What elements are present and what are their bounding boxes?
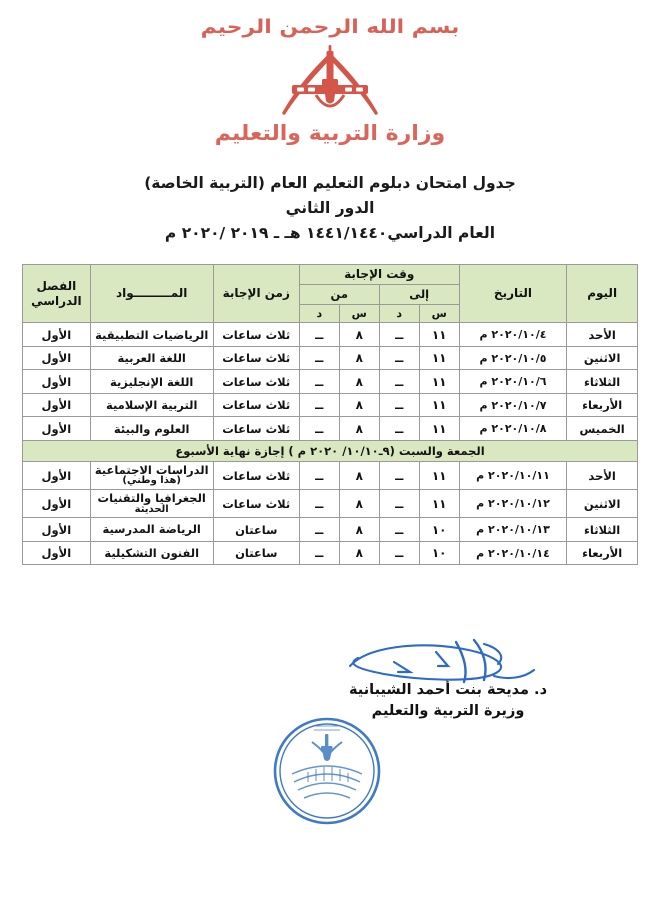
cell-to-hour: ١١ [419,461,459,489]
cell-term: الأول [23,518,91,542]
exam-schedule-table-wrapper [22,264,638,565]
cell-subject: الرياضيات التطبيقية [90,323,213,347]
oman-national-emblem-icon [270,43,390,119]
cell-duration: ساعتان [213,541,299,565]
col-header-to-hour: س [419,304,459,323]
cell-from-minute: ــ [299,461,339,489]
cell-duration: ثلاث ساعات [213,370,299,394]
cell-subject: اللغة الإنجليزية [90,370,213,394]
cell-to-minute: ــ [379,346,419,370]
cell-from-hour: ٨ [339,370,379,394]
cell-day: الأربعاء [567,393,638,417]
cell-term: الأول [23,490,91,518]
table-row [23,417,638,441]
col-header-day: اليوم [567,265,638,323]
cell-to-hour: ١١ [419,346,459,370]
cell-to-minute: ــ [379,370,419,394]
cell-day: الثلاثاء [567,518,638,542]
col-header-to-minute: د [379,304,419,323]
title-line-3: العام الدراسي١٤٤١/١٤٤٠ هـ ـ ٢٠١٩ /٢٠٢٠ م [164,224,496,243]
cell-term: الأول [23,323,91,347]
cell-duration: ثلاث ساعات [213,417,299,441]
cell-subject: الرياضة المدرسية [90,518,213,542]
cell-to-minute: ــ [379,541,419,565]
cell-day: الخميس [567,417,638,441]
table-header [23,265,638,323]
exam-schedule-table [22,264,638,565]
cell-to-hour: ١١ [419,370,459,394]
col-header-time-from: من [299,285,379,304]
cell-date: ٢٠٢٠/١٠/٨ م [459,417,567,441]
cell-from-minute: ــ [299,490,339,518]
cell-from-minute: ــ [299,370,339,394]
table-row [23,393,638,417]
cell-from-hour: ٨ [339,461,379,489]
cell-subject: التربية الإسلامية [90,393,213,417]
cell-to-minute: ــ [379,461,419,489]
cell-subject: اللغة العربية [90,346,213,370]
col-header-subjects: المـــــــــواد [90,265,213,323]
col-header-date: التاريخ [459,265,567,323]
cell-date: ٢٠٢٠/١٠/١٢ م [459,490,567,518]
cell-from-minute: ــ [299,346,339,370]
col-header-from-minute: د [299,304,339,323]
cell-to-hour: ١١ [419,323,459,347]
ministry-official-seal-icon [268,712,386,830]
cell-subject: الدراسات الاجتماعية (هذا وطني) [90,461,213,489]
cell-date: ٢٠٢٠/١٠/١٤ م [459,541,567,565]
cell-from-minute: ــ [299,417,339,441]
cell-date: ٢٠٢٠/١٠/٧ م [459,393,567,417]
signature-block [298,636,598,722]
cell-day: الاثنين [567,346,638,370]
cell-from-hour: ٨ [339,490,379,518]
cell-date: ٢٠٢٠/١٠/١٣ م [459,518,567,542]
cell-duration: ثلاث ساعات [213,323,299,347]
cell-to-minute: ــ [379,490,419,518]
ministry-name-calligraphy: وزارة التربية والتعليم [214,121,446,145]
table-row [23,370,638,394]
col-header-answer-duration: زمن الإجابة [213,265,299,323]
cell-term: الأول [23,370,91,394]
table-row [23,461,638,489]
cell-from-minute: ــ [299,323,339,347]
cell-to-hour: ١٠ [419,518,459,542]
cell-to-hour: ١١ [419,490,459,518]
document-titles [0,171,660,246]
table-header-row-1 [23,265,638,285]
cell-day: الاثنين [567,490,638,518]
holiday-row [23,440,638,461]
handwritten-signature-icon [298,636,598,684]
title-line-1: جدول امتحان دبلوم التعليم العام (التربية الخاصة) [144,174,516,192]
cell-subject: الفنون التشكيلية [90,541,213,565]
signatory-role: وزيرة التربية والتعليم [371,703,525,720]
cell-subject: العلوم والبيئة [90,417,213,441]
table-row [23,490,638,518]
cell-term: الأول [23,417,91,441]
table-row [23,323,638,347]
cell-day: الأربعاء [567,541,638,565]
col-header-time-to: إلى [379,285,459,304]
cell-date: ٢٠٢٠/١٠/٦ م [459,370,567,394]
table-row [23,541,638,565]
cell-from-minute: ــ [299,393,339,417]
table-row [23,518,638,542]
cell-from-hour: ٨ [339,323,379,347]
cell-day: الثلاثاء [567,370,638,394]
cell-from-hour: ٨ [339,417,379,441]
cell-duration: ساعتان [213,518,299,542]
cell-date: ٢٠٢٠/١٠/١١ م [459,461,567,489]
cell-duration: ثلاث ساعات [213,393,299,417]
cell-date: ٢٠٢٠/١٠/٤ م [459,323,567,347]
cell-from-minute: ــ [299,518,339,542]
cell-to-minute: ــ [379,323,419,347]
cell-day: الأحد [567,461,638,489]
cell-from-hour: ٨ [339,393,379,417]
cell-term: الأول [23,393,91,417]
basmala-calligraphy: بسم الله الرحمن الرحيم [200,16,460,38]
col-header-answer-time: وقت الإجابة [299,265,459,285]
col-header-term: الفصل الدراسي [23,265,91,323]
cell-to-hour: ١١ [419,417,459,441]
cell-term: الأول [23,461,91,489]
cell-from-hour: ٨ [339,541,379,565]
document-header [0,0,660,145]
title-line-2: الدور الثاني [285,199,375,218]
cell-date: ٢٠٢٠/١٠/٥ م [459,346,567,370]
cell-to-hour: ١١ [419,393,459,417]
cell-to-minute: ــ [379,417,419,441]
cell-to-minute: ــ [379,393,419,417]
cell-from-hour: ٨ [339,346,379,370]
table-row [23,346,638,370]
cell-to-hour: ١٠ [419,541,459,565]
cell-to-minute: ــ [379,518,419,542]
holiday-text: الجمعة والسبت (٩ـ١٠/١٠/ ٢٠٢٠ م ) إجازة نهاية الأسبوع [23,440,638,461]
cell-term: الأول [23,346,91,370]
cell-duration: ثلاث ساعات [213,461,299,489]
cell-duration: ثلاث ساعات [213,490,299,518]
cell-duration: ثلاث ساعات [213,346,299,370]
cell-from-minute: ــ [299,541,339,565]
cell-day: الأحد [567,323,638,347]
cell-term: الأول [23,541,91,565]
table-body [23,323,638,565]
cell-from-hour: ٨ [339,518,379,542]
signatory-name: د. مديحة بنت أحمد الشيبانية [348,682,548,698]
col-header-from-hour: س [339,304,379,323]
cell-subject: الجغرافيا والتقنيات الحديثة [90,490,213,518]
